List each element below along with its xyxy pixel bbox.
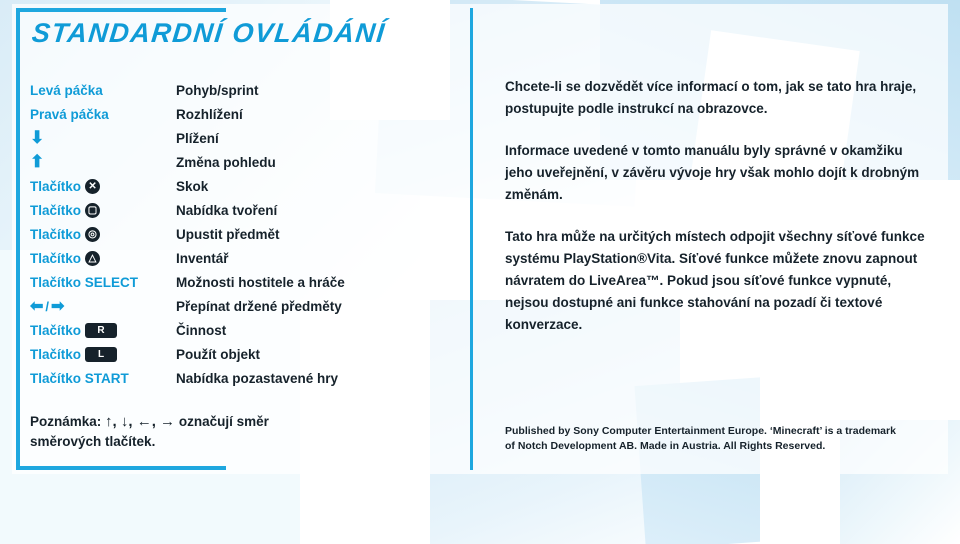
- control-label-cell: [30, 107, 176, 122]
- control-action: Použít objekt: [176, 346, 260, 362]
- controls-list: [30, 78, 450, 390]
- control-label: Tlačítko: [30, 322, 82, 338]
- arrow-up-icon: ⬆: [30, 152, 45, 171]
- control-row: [30, 366, 450, 390]
- control-row: [30, 246, 450, 270]
- control-action: Přepínat držené předměty: [176, 298, 342, 314]
- control-row: [30, 222, 450, 246]
- control-label-cell: [30, 296, 176, 316]
- control-label: Tlačítko: [30, 178, 82, 194]
- control-action: Upustit předmět: [176, 226, 280, 242]
- control-row: [30, 342, 450, 366]
- legal-notice: [505, 424, 925, 454]
- control-row: [30, 150, 450, 174]
- note-line2: směrových tlačítek.: [30, 434, 156, 449]
- control-label-cell: [30, 179, 176, 194]
- control-label-cell: [30, 347, 176, 362]
- control-label: Tlačítko: [30, 226, 82, 242]
- control-action: Skok: [176, 178, 209, 194]
- control-label: Tlačítko SELECT: [30, 274, 139, 290]
- control-row: [30, 126, 450, 150]
- control-label: Tlačítko: [30, 250, 82, 266]
- info-paragraph: Chcete-li se dozvědět více informací o tom, jak se tato hra hraje, postupujte podle instrukcí na obrazovce.: [505, 79, 917, 116]
- left-right-arrows-icon: ⬅ / ➡: [30, 298, 65, 315]
- circle-button-icon: ◎: [85, 227, 100, 242]
- triangle-button-icon: △: [85, 251, 100, 266]
- control-label-cell: [30, 203, 176, 218]
- control-label-cell: [30, 83, 176, 98]
- info-paragraph: Informace uvedené v tomto manuálu byly správné v okamžiku jeho uveřejnění, v závěru vývoje hry však mohlo dojít k drobným změnám.: [505, 143, 920, 202]
- info-column: [505, 76, 925, 356]
- r-shoulder-icon: R: [85, 323, 117, 338]
- control-action: Rozhlížení: [176, 106, 243, 122]
- square-button-icon: ▢: [85, 203, 100, 218]
- control-label-cell: [30, 251, 176, 266]
- note-prefix: Poznámka:: [30, 414, 102, 429]
- control-label-cell: [30, 323, 176, 338]
- control-row: [30, 270, 450, 294]
- control-row: [30, 198, 450, 222]
- control-action: Činnost: [176, 322, 227, 338]
- control-row: [30, 318, 450, 342]
- control-row: [30, 294, 450, 318]
- control-label-cell: [30, 227, 176, 242]
- column-divider: [470, 8, 473, 470]
- info-paragraph: Tato hra může na určitých místech odpojit všechny síťové funkce systému PlayStation®Vita. Síťové funkce můžete znovu zapnout návratem do LiveArea™. Pokud jsou síťové funkce vypnuté, nejsou dostupné ani funkce stahování na pozadí či textové konverzace.: [505, 229, 925, 332]
- cross-button-icon: ✕: [85, 179, 100, 194]
- control-row: [30, 102, 450, 126]
- control-label-cell: [30, 371, 176, 386]
- control-label-cell: [30, 128, 176, 148]
- control-action: Inventář: [176, 250, 229, 266]
- legal-line: Published by Sony Computer Entertainment Europe. ‘Minecraft’ is a trademark: [505, 425, 896, 437]
- control-action: Změna pohledu: [176, 154, 276, 170]
- control-label: Tlačítko START: [30, 370, 129, 386]
- direction-arrows-icon: ↑, ↓, ←, →: [105, 413, 176, 430]
- note-line1-suffix: označují směr: [178, 414, 269, 429]
- control-row: [30, 78, 450, 102]
- l-shoulder-icon: L: [85, 347, 117, 362]
- control-action: Plížení: [176, 130, 219, 146]
- control-label: Tlačítko: [30, 346, 82, 362]
- control-action: Pohyb/sprint: [176, 82, 259, 98]
- control-action: Nabídka pozastavené hry: [176, 370, 339, 386]
- control-row: [30, 174, 450, 198]
- legal-line: of Notch Development AB. Made in Austria. All Rights Reserved.: [505, 440, 826, 452]
- control-label: Levá páčka: [30, 82, 103, 98]
- control-action: Nabídka tvoření: [176, 202, 278, 218]
- page-title: STANDARDNÍ OVLÁDÁNÍ: [30, 18, 388, 48]
- control-label: Pravá páčka: [30, 106, 109, 122]
- control-label-cell: [30, 152, 176, 172]
- control-action: Možnosti hostitele a hráče: [176, 274, 345, 290]
- control-label: Tlačítko: [30, 202, 82, 218]
- control-label-cell: [30, 275, 176, 290]
- note-block: [30, 412, 430, 452]
- arrow-down-icon: ⬇: [30, 128, 45, 147]
